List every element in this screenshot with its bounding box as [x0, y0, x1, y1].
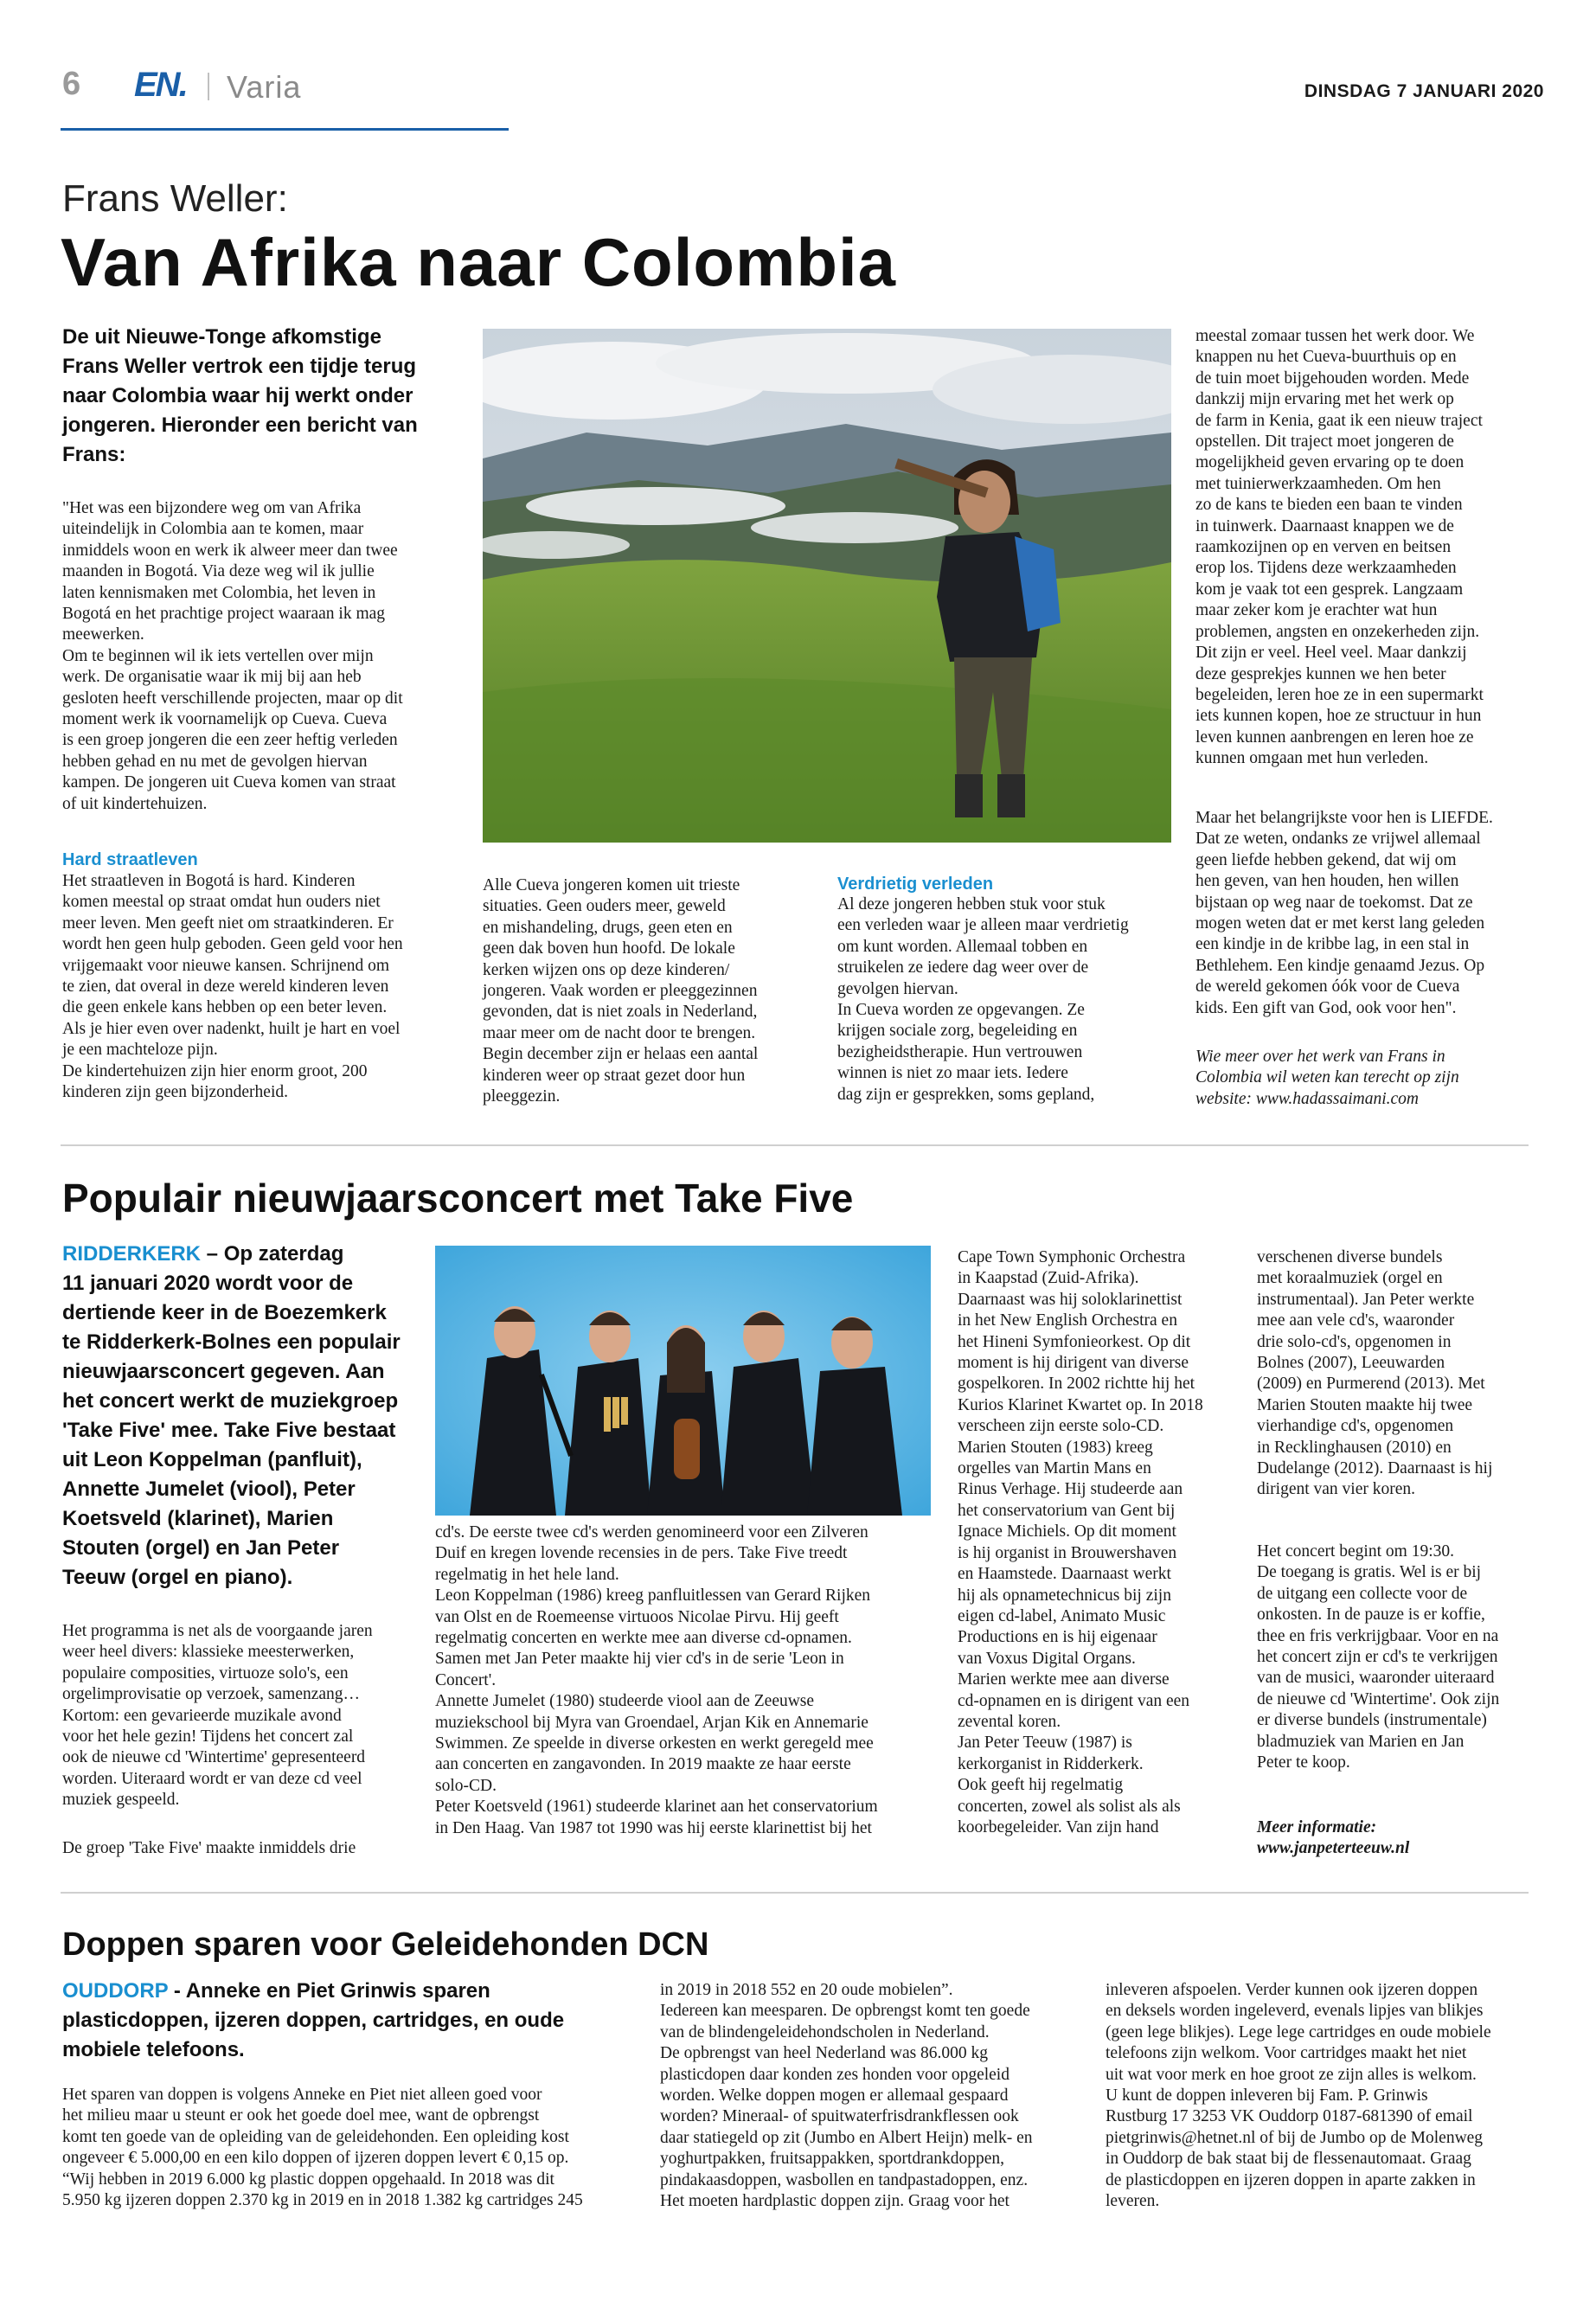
text-line: bladmuziek van Marien en Jan: [1257, 1732, 1465, 1751]
text-line: mogelijkheid geven ervaring op te doen: [1195, 453, 1465, 472]
text-line: 11 januari 2020 wordt voor de: [62, 1272, 354, 1295]
text-line: het concert zijn er cd's te verkrijgen: [1257, 1648, 1498, 1667]
text-line: wordt hen geen hulp geboden. Geen geld voor hen: [62, 935, 403, 954]
text-line: jongeren. Hieronder een bericht van: [62, 413, 418, 437]
page-number: 6: [62, 66, 81, 102]
text-line: (geen lege blikjes). Lege lege cartridges en oude mobiele: [1106, 2022, 1491, 2041]
text-line: zevental koren.: [958, 1712, 1061, 1731]
text-line: Stouten (orgel) en Jan Peter: [62, 1536, 340, 1560]
text-line: thee en fris verkrijgbaar. Voor en na: [1257, 1626, 1499, 1645]
text-line: er diverse bundels (instrumentale): [1257, 1711, 1487, 1730]
text-line: aan concerten en zangavonden. In 2019 maakte ze haar eerste: [435, 1755, 851, 1774]
text-line: Alle Cueva jongeren komen uit trieste: [483, 876, 740, 894]
text-line: opstellen. Dit traject moet jongeren de: [1195, 433, 1454, 452]
text-line: raamkozijnen op en verven en beitsen: [1195, 538, 1452, 557]
text-line: een kindje in de kribbe lag, in een stal in: [1195, 935, 1470, 954]
article3-lead-first: - Anneke en Piet Grinwis sparen: [168, 1979, 490, 2003]
text-line: of uit kindertehuizen.: [62, 794, 208, 813]
text-line: werk. De organisatie waar ik mij bij aan heb: [62, 668, 362, 687]
text-line: mobiele telefoons.: [62, 2038, 245, 2061]
text-line: Samen met Jan Peter maakte hij vier cd's in de serie 'Leon in: [435, 1650, 844, 1669]
text-line: plasticdoppen, ijzeren doppen, cartridges, en oude: [62, 2009, 565, 2032]
text-line: dag zijn er gesprekken, soms gepland,: [837, 1085, 1095, 1104]
article2-col1: [62, 1621, 434, 1811]
text-line: Daarnaast was hij soloklarinettist: [958, 1290, 1183, 1309]
text-line: met tuinierwerkzaamheden. Om hen: [1195, 474, 1441, 493]
text-line: en deksels worden ingeleverd, evenals lipjes van blikjes: [1106, 2002, 1484, 2021]
text-line: 5.950 kg ijzeren doppen 2.370 kg in 2019 en in 2018 1.382 kg cartridges 245: [62, 2191, 583, 2210]
text-line: vierhandige cd's, opgenomen: [1257, 1417, 1454, 1436]
text-line: Frans Weller vertrok een tijdje terug: [62, 355, 417, 378]
text-line: De kindertehuizen zijn hier enorm groot, 200: [62, 1061, 368, 1080]
header-accent-line: [61, 128, 509, 131]
text-line: een verleden waar je alleen maar verdrietig: [837, 916, 1129, 935]
text-line: je een machteloze pijn.: [62, 1041, 218, 1060]
text-line: weer heel divers: klassieke meesterwerken,: [62, 1643, 355, 1662]
text-line: is hij organist in Brouwershaven: [958, 1543, 1177, 1562]
text-line: Jan Peter Teeuw (1987) is: [958, 1734, 1132, 1753]
text-line: Het straatleven in Bogotá is hard. Kinderen: [62, 872, 356, 890]
logo-text: EN.: [134, 66, 187, 104]
text-line: kids. Een gift van God, ook voor hen".: [1195, 998, 1457, 1017]
text-line: Peter te koop.: [1257, 1753, 1350, 1772]
text-line: regelmatig in het hele land.: [435, 1565, 619, 1584]
header-separator: [208, 73, 209, 100]
text-line: Annette Jumelet (1980) studeerde viool aan de Zeeuwse: [435, 1692, 815, 1711]
article2-headline: Populair nieuwjaarsconcert met Take Five: [62, 1176, 854, 1221]
text-line: "Het was een bijzondere weg om van Afrika: [62, 499, 362, 517]
text-line: eigen cd-label, Animato Music: [958, 1606, 1166, 1625]
text-line: knappen nu het Cueva-buurthuis op en: [1195, 348, 1457, 367]
text-line: Bethlehem. Een kindje genaamd Jezus. Op: [1195, 956, 1485, 975]
text-line: cd-opnamen en is dirigent van een: [958, 1691, 1190, 1710]
article1-col1-intro: [62, 498, 469, 815]
article2-col2: [435, 1522, 937, 1839]
text-line: yoghurtpakken, fruitsappakken, sportdrankdoppen,: [660, 2150, 1005, 2169]
text-line: pleeggezin.: [483, 1087, 561, 1106]
text-line: Teeuw (orgel en piano).: [62, 1566, 293, 1589]
text-line: dirigent van vier koren.: [1257, 1480, 1416, 1499]
text-line: “Wij hebben in 2019 6.000 kg plastic doppen opgehaald. In 2018 was dit: [62, 2170, 554, 2189]
section-name: Varia: [227, 69, 302, 105]
text-line: Concert'.: [435, 1670, 497, 1689]
text-line: geen liefde hebben gekend, dat wij om: [1195, 850, 1457, 869]
text-line: jongeren. Vaak worden er pleeggezinnen: [483, 982, 758, 1001]
article2-col4: [1257, 1247, 1551, 1501]
text-line: Al deze jongeren hebben stuk voor stuk: [837, 895, 1106, 913]
text-line: Colombia wil weten kan terecht op zijn: [1195, 1068, 1459, 1087]
text-line: onkosten. In de pauze is er koffie,: [1257, 1606, 1485, 1625]
text-line: kerken wijzen ons op deze kinderen/: [483, 960, 730, 979]
text-line: Dat ze weten, ondanks ze vrijwel allemaal: [1195, 830, 1481, 849]
text-line: begeleiden, leren hoe ze in een supermarkt: [1195, 685, 1484, 704]
text-line: struikelen ze iedere dag weer over de: [837, 958, 1089, 977]
text-line: uit Leon Koppelman (panfluit),: [62, 1448, 362, 1471]
text-line: maar zeker kom je erachter wat hun: [1195, 601, 1438, 620]
article1-photo: [483, 329, 1171, 843]
text-line: drie solo-cd's, opgenomen in: [1257, 1332, 1452, 1351]
text-line: telefoons zijn welkom. Voor cartridges maakt het niet: [1106, 2044, 1467, 2063]
text-line: de uitgang een collecte voor de: [1257, 1584, 1468, 1603]
text-line: plasticdopen daar konden zes honden voor opgeleid: [660, 2065, 1010, 2084]
more-info-link[interactable]: www.janpeterteeuw.nl: [1257, 1839, 1410, 1858]
text-line: Het sparen van doppen is volgens Anneke en Piet niet alleen goed voor: [62, 2086, 542, 2104]
text-line: voor het hele gezin! Tijdens het concert zal: [62, 1727, 354, 1747]
text-line: krijgen sociale zorg, begeleiding en: [837, 1022, 1078, 1041]
text-line: de nieuwe cd 'Wintertime'. Ook zijn: [1257, 1689, 1500, 1708]
text-line: hen geven, van hen houden, hen willen: [1195, 872, 1459, 891]
text-line: orgelimprovisatie op verzoek, samenzang…: [62, 1685, 361, 1704]
text-line: Om te beginnen wil ik iets vertellen over mijn: [62, 646, 374, 665]
text-line: deze gesprekjes kunnen we hen beter: [1195, 664, 1446, 683]
text-line: uit wat voor merk en hoe groot ze zijn alles is welkom.: [1106, 2065, 1477, 2084]
text-line: de plasticdoppen en ijzeren doppen in aparte zakken in: [1106, 2170, 1476, 2189]
text-line: geen dak boven hun hoofd. De lokale: [483, 939, 735, 958]
text-line: daar statiegeld op zit (Jumbo en Albert Heijn) melk- en: [660, 2128, 1033, 2147]
article3-lead-rest: [62, 2006, 616, 2065]
article1-lead: [62, 323, 469, 470]
text-line: inleveren afspoelen. Verder kunnen ook ijzeren doppen: [1106, 1981, 1478, 1999]
text-line: situaties. Geen ouders meer, geweld: [483, 897, 726, 916]
text-line: van de blindengeleidehondscholen in Nederland.: [660, 2022, 990, 2041]
text-line: mee aan vele cd's, waaronder: [1257, 1311, 1455, 1330]
article1-headline: Van Afrika naar Colombia: [61, 224, 897, 300]
text-line: bezigheidstherapie. Hun vertrouwen: [837, 1042, 1083, 1061]
text-line: maar meer om de nacht door te brengen.: [483, 1023, 756, 1042]
text-line: moment is hij dirigent van diverse: [958, 1354, 1189, 1373]
text-line: solo-CD.: [435, 1776, 497, 1795]
text-line: het conservatorium van Gent bij: [958, 1501, 1176, 1520]
text-line: Maar het belangrijkste voor hen is LIEFDE.: [1195, 809, 1493, 827]
text-line: laten kennismaken met Colombia, het leven in: [62, 583, 376, 602]
text-line: de farm in Kenia, gaat ik een nieuw traject: [1195, 411, 1483, 430]
text-line: te Ridderkerk-Bolnes een populair: [62, 1330, 401, 1354]
text-line: moment werk ik voornamelijk op Cueva. Cueva: [62, 710, 388, 729]
text-line: het concert werkt de muziekgroep: [62, 1389, 399, 1413]
article2-col3: [958, 1247, 1252, 1838]
text-line: meer leven. Men geeft niet om straatkinderen. Er: [62, 913, 394, 933]
text-line: uiteindelijk in Colombia aan te komen, maar: [62, 520, 364, 539]
text-line: orgelles van Martin Mans en: [958, 1459, 1151, 1478]
text-line: Marien werkte mee aan diverse: [958, 1670, 1170, 1689]
text-line: 'Take Five' mee. Take Five bestaat: [62, 1419, 396, 1442]
text-line: In Cueva worden ze opgevangen. Ze: [837, 1001, 1085, 1020]
text-line: Marien Stouten (1983) kreeg: [958, 1438, 1153, 1457]
article2-more-info: [1257, 1817, 1551, 1860]
text-line: leveren.: [1106, 2192, 1160, 2211]
text-line: Cape Town Symphonic Orchestra: [958, 1248, 1186, 1266]
text-line: om kunt worden. Allemaal tobben en: [837, 937, 1088, 956]
text-line: De toegang is gratis. Wel is er bij: [1257, 1563, 1482, 1582]
article2-location: RIDDERKERK: [62, 1242, 202, 1266]
text-line: dankzij mijn ervaring met het werk op: [1195, 390, 1454, 409]
text-line: Begin december zijn er helaas een aantal: [483, 1045, 759, 1064]
text-line: ook de nieuwe cd 'Wintertime' gepresenteerd: [62, 1748, 366, 1767]
article3-lead: [62, 1977, 616, 2065]
text-line: maanden in Bogotá. Via deze weg wil ik jullie: [62, 562, 375, 581]
article3-col2: [660, 1980, 1093, 2212]
text-line: hij als opnametechnicus bij zijn: [958, 1586, 1171, 1605]
text-line: het Hineni Symfonieorkest. Op dit: [958, 1332, 1191, 1351]
text-line: komen meestal op straat omdat hun ouders niet: [62, 893, 381, 912]
text-line: te zien, dat overal in deze wereld kinderen leven: [62, 977, 389, 997]
article-divider-1: [61, 1144, 1529, 1146]
article1-col3: [837, 894, 1166, 1106]
article-divider-2: [61, 1892, 1529, 1894]
article2-lead-first: – Op zaterdag: [201, 1242, 344, 1266]
article1-subhead-2: Verdrietig verleden: [837, 875, 994, 894]
text-line: meewerken.: [62, 625, 144, 644]
text-line: in tuinwerk. Daarnaast knappen we de: [1195, 516, 1454, 535]
more-info-label: Meer informatie:: [1257, 1818, 1377, 1836]
article1-col1-rest: [62, 871, 469, 1103]
text-line: Dudelange (2012). Daarnaast is hij: [1257, 1459, 1493, 1478]
text-line: (2009) en Purmerend (2013). Met: [1257, 1375, 1485, 1394]
text-line: pindakaasdoppen, wasbollen en tandpastadoppen, enz.: [660, 2170, 1029, 2189]
article2-col1-end: De groep 'Take Five' maakte inmiddels drie: [62, 1839, 356, 1857]
text-line: Ook geeft hij regelmatig: [958, 1776, 1124, 1795]
text-line: Iedereen kan meesparen. De opbrengst komt ten goede: [660, 2002, 1030, 2021]
text-line: in 2019 in 2018 552 en 20 oude mobielen”.: [660, 1981, 953, 1999]
text-line: kunnen omgaan met hun verleden.: [1195, 749, 1429, 768]
text-line: gevonden, dat is niet zoals in Nederland,: [483, 1003, 758, 1022]
take-five-band-image: [435, 1246, 931, 1516]
text-line: Het concert begint om 19:30.: [1257, 1542, 1454, 1561]
article1-col4-mid: [1195, 808, 1542, 1019]
text-line: Bogotá en het prachtige project waaraan ik mag: [62, 605, 386, 624]
text-line: met koraalmuziek (orgel en: [1257, 1269, 1443, 1288]
text-line: en mishandeling, drugs, geen eten en: [483, 918, 733, 937]
text-line: in Ouddorp de bak staat bij de flessenautomaat. Graag: [1106, 2150, 1471, 2169]
text-line: kerkorganist in Ridderkerk.: [958, 1754, 1144, 1773]
text-line: muziekschool bij Myra van Groendael, Arjan Kik en Annemarie: [435, 1713, 869, 1732]
article2-lead: [62, 1240, 434, 1593]
text-line: gesloten heeft verschillende projecten, maar op dit: [62, 689, 403, 708]
text-line: Bolnes (2007), Leeuwarden: [1257, 1354, 1445, 1373]
text-line: Productions en is hij eigenaar: [958, 1628, 1157, 1647]
text-line: inmiddels woon en werk ik alweer meer dan twee: [62, 541, 398, 560]
text-line: is een groep jongeren die een zeer heftig verleden: [62, 731, 398, 750]
text-line: U kunt de doppen inleveren bij Fam. P. Grinwis: [1106, 2086, 1428, 2106]
text-line: muziek gespeeld.: [62, 1791, 180, 1810]
text-line: die geen enkele kans hebben op een beter leven.: [62, 998, 388, 1017]
colombia-landscape-image: [483, 329, 1171, 843]
text-line: bijstaan op weg naar de toekomst. Dat ze: [1195, 893, 1473, 912]
text-line: worden? Mineraal- of spuitwaterfrisdrankflessen ook: [660, 2107, 1019, 2126]
article3-location: OUDDORP: [62, 1979, 169, 2003]
text-line: kinderen weer op straat gezet door hun: [483, 1066, 746, 1085]
text-line: gevolgen hiervan.: [837, 979, 958, 998]
text-line: van Voxus Digital Organs.: [958, 1649, 1136, 1668]
article1-subhead-1: Hard straatleven: [62, 850, 198, 869]
text-line: worden. Uiteraard wordt er van deze cd veel: [62, 1769, 362, 1788]
text-line: in Recklinghausen (2010) en: [1257, 1438, 1452, 1457]
article2-photo: [435, 1246, 931, 1516]
text-line: instrumentaal). Jan Peter werkte: [1257, 1290, 1475, 1309]
text-line: Marien Stouten maakte hij twee: [1257, 1395, 1473, 1414]
text-line: de wereld gekomen óók voor de Cueva: [1195, 977, 1460, 997]
text-line: De opbrengst van heel Nederland was 86.000 kg: [660, 2044, 989, 2063]
text-line: koorbegeleider. Van zijn hand: [958, 1817, 1159, 1836]
text-line: Koetsveld (klarinet), Marien: [62, 1507, 334, 1530]
text-line: Rinus Verhage. Hij studeerde aan: [958, 1480, 1183, 1499]
text-line: de tuin moet bijgehouden worden. Mede: [1195, 369, 1470, 388]
text-line: De uit Nieuwe-Tonge afkomstige: [62, 325, 381, 349]
text-line: in het New English Orchestra en: [958, 1311, 1177, 1330]
text-line: Als je hier even over nadenkt, huilt je hart en voel: [62, 1019, 401, 1038]
text-line: dertiende keer in de Boezemkerk: [62, 1301, 387, 1324]
issue-date: DINSDAG 7 JANUARI 2020: [1304, 81, 1544, 101]
text-line: in Kaapstad (Zuid-Afrika).: [958, 1269, 1139, 1288]
text-line: populaire composities, virtuoze solo's, een: [62, 1663, 349, 1682]
text-line: zo de kans te bieden een baan te vinden: [1195, 496, 1463, 515]
text-line: kampen. De jongeren uit Cueva komen van straat: [62, 773, 396, 792]
text-line: website: www.hadassaimani.com: [1195, 1089, 1420, 1108]
text-line: van Olst en de Roemeense virtuoos Nicolae Pirvu. Hij geeft: [435, 1607, 839, 1626]
text-line: Wie meer over het werk van Frans in: [1195, 1048, 1445, 1066]
article3-col3: [1106, 1980, 1555, 2212]
article1-col2: [483, 875, 811, 1107]
text-line: in Den Haag. Van 1987 tot 1990 was hij eerste klarinettist bij het: [435, 1818, 872, 1837]
text-line: Kurios Klarinet Kwartet op. In 2018: [958, 1395, 1203, 1414]
text-line: Kortom: een gevarieerde muzikale avond: [62, 1706, 342, 1725]
text-line: worden. Welke doppen mogen er allemaal gespaard: [660, 2086, 1009, 2106]
text-line: nieuwjaarsconcert gegeven. Aan: [62, 1360, 385, 1383]
text-line: cd's. De eerste twee cd's werden genomineerd voor een Zilveren: [435, 1523, 869, 1541]
article3-headline: Doppen sparen voor Geleidehonden DCN: [62, 1926, 709, 1963]
text-line: winnen is niet zo maar iets. Iedere: [837, 1064, 1068, 1083]
text-line: regelmatig concerten en werkte mee aan diverse cd-opnamen.: [435, 1629, 852, 1648]
text-line: mogen weten dat er met kerst lang geleden: [1195, 914, 1485, 933]
text-line: Duif en kregen lovende recensies in de pers. Take Five treedt: [435, 1544, 848, 1563]
text-line: verschenen diverse bundels: [1257, 1248, 1443, 1266]
text-line: leven kunnen aanbrengen en leren hoe ze: [1195, 727, 1474, 747]
text-line: iets kunnen kopen, hoe ze structuur in hun: [1195, 707, 1482, 726]
article2-col4-b: [1257, 1541, 1551, 1773]
text-line: kom je vaak tot een gesprek. Langzaam: [1195, 580, 1464, 599]
text-line: verscheen zijn eerste solo-CD.: [958, 1417, 1164, 1436]
text-line: meestal zomaar tussen het werk door. We: [1195, 327, 1475, 345]
article3-col1: [62, 2085, 659, 2211]
text-line: hebben gehad en nu met de gevolgen hiervan: [62, 752, 368, 771]
text-line: concerten, zowel als solist als als: [958, 1797, 1181, 1816]
text-line: gospelkoren. In 2002 richtte hij het: [958, 1375, 1195, 1394]
text-line: ongeveer € 5.000,00 en een kilo doppen of ijzeren doppen levert € 0,15 op.: [62, 2149, 569, 2168]
text-line: vrijgemaakt voor nieuwe kansen. Schrijnend om: [62, 956, 389, 975]
text-line: kinderen zijn geen bijzonderheid.: [62, 1083, 288, 1102]
article1-col4-top: [1195, 326, 1542, 770]
text-line: Rustburg 17 3253 VK Ouddorp 0187-681390 of email: [1106, 2107, 1473, 2126]
text-line: Annette Jumelet (viool), Peter: [62, 1477, 356, 1501]
text-line: Frans:: [62, 443, 126, 466]
text-line: komt ten goede van de opleiding van de geleidehonden. Een opleiding kost: [62, 2127, 569, 2146]
text-line: van de musici, waaronder uiteraard: [1257, 1669, 1495, 1688]
article1-kicker: Frans Weller:: [62, 177, 288, 220]
text-line: het milieu maar u steunt er ook het goede doel mee, want de opbrengst: [62, 2106, 540, 2125]
article1-col4-footer: [1195, 1047, 1542, 1110]
text-line: Swimmen. Ze speelde in diverse orkesten en werkt geregeld mee: [435, 1734, 874, 1753]
article2-lead-rest: [62, 1269, 434, 1593]
text-line: Ignace Michiels. Op dit moment: [958, 1522, 1176, 1541]
text-line: naar Colombia waar hij werkt onder: [62, 384, 413, 407]
text-line: Leon Koppelman (1986) kreeg panfluitlessen van Gerard Rijken: [435, 1586, 871, 1606]
text-line: en Haamstede. Daarnaast werkt: [958, 1565, 1171, 1584]
text-line: Het programma is net als de voorgaande jaren: [62, 1622, 373, 1640]
text-line: problemen, angsten en onzekerheden zijn.: [1195, 622, 1480, 641]
text-line: Peter Koetsveld (1961) studeerde klarinet aan het conservatorium: [435, 1798, 878, 1817]
text-line: Het moeten hardplastic doppen zijn. Graag voor het: [660, 2192, 1010, 2211]
text-line: Dit zijn er veel. Heel veel. Maar dankzij: [1195, 644, 1467, 663]
publication-logo[interactable]: [134, 67, 187, 102]
text-line: erop los. Tijdens deze werkzaamheden: [1195, 559, 1457, 578]
text-line: pietgrinwis@hetnet.nl of bij de Jumbo op de Molenweg: [1106, 2128, 1484, 2147]
